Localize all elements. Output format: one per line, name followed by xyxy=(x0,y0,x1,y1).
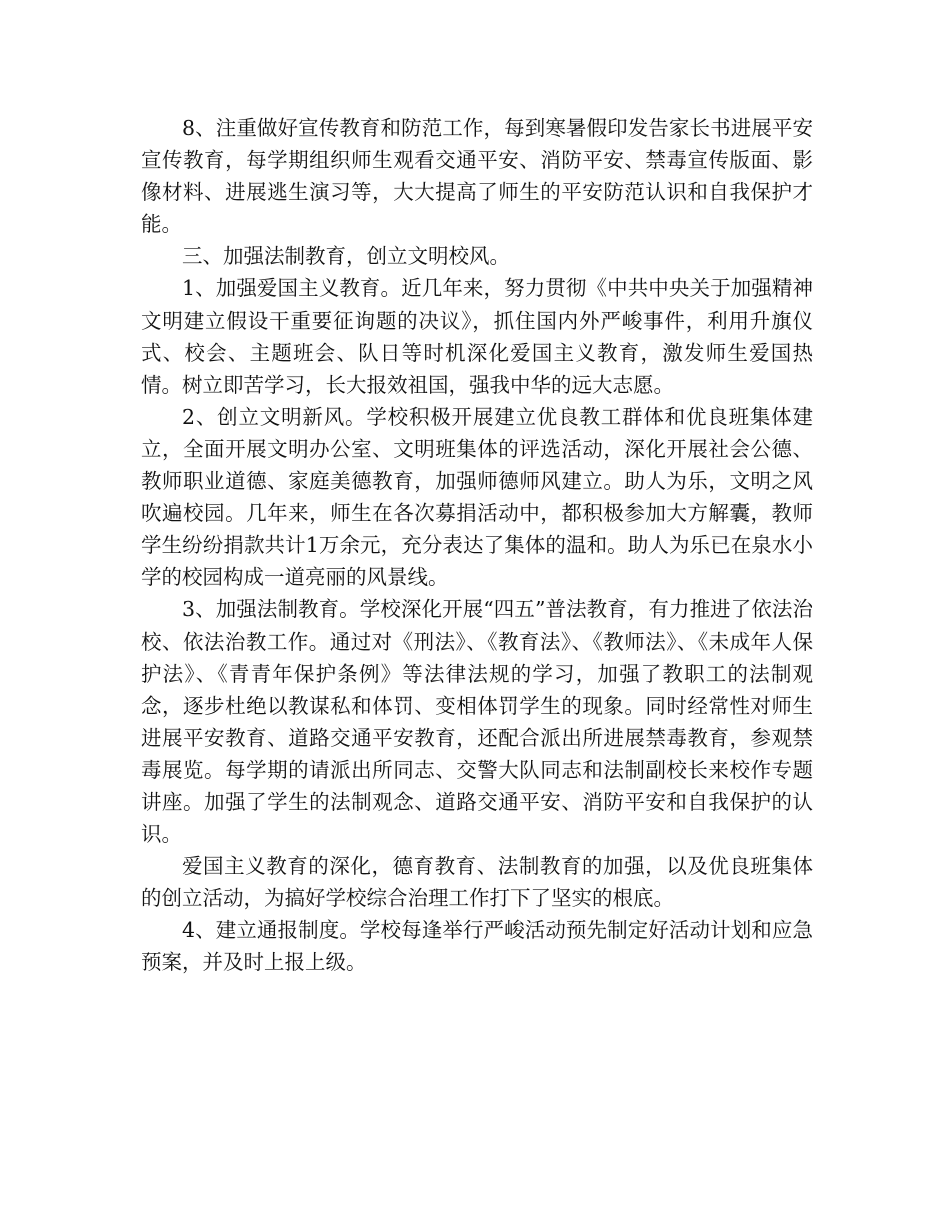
document-body xyxy=(141,112,813,979)
paragraph-item-4-reporting: 4、建立通报制度。学校每逢举行严峻活动预先制定好活动计划和应急预案，并及时上报上级。 xyxy=(141,918,813,975)
paragraph-item-1-patriotism: 1、加强爱国主义教育。近几年来，努力贯彻《中共中央关于加强精神文明建立假设干重要征询题的决议》，抓住国内外严峻事件，利用升旗仪式、校会、主题班会、队日等时机深化爱国主义教育，激发师生爱国热情。树立即苦学习，长大报效祖国，强我中华的远大志愿。 xyxy=(141,276,813,397)
paragraph-summary: 爱国主义教育的深化，德育教育、法制教育的加强，以及优良班集体的创立活动，为搞好学校综合治理工作打下了坚实的根底。 xyxy=(141,854,813,911)
paragraph-item-8-publicity: 8、注重做好宣传教育和防范工作，每到寒暑假印发告家长书进展平安宣传教育，每学期组织师生观看交通平安、消防平安、禁毒宣传版面、影像材料、进展逃生演习等，大大提高了师生的平安防范认识和自我保护才能。 xyxy=(141,116,813,237)
paragraph-item-3-legal-education: 3、加强法制教育。学校深化开展“四五”普法教育，有力推进了依法治校、依法治教工作。通过对《刑法》、《教育法》、《教师法》、《未成年人保护法》、《青青年保护条例》等法律法规的学习，加强了教职工的法制观念，逐步杜绝以教谋私和体罚、变相体罚学生的现象。同时经常性对师生进展平安教育、道路交通平安教育，还配合派出所进展禁毒教育，参观禁毒展览。每学期的请派出所同志、交警大队同志和法制副校长来校作专题讲座。加强了学生的法制观念、道路交通平安、消防平安和自我保护的认识。 xyxy=(141,597,813,847)
paragraph-item-2-civility: 2、创立文明新风。学校积极开展建立优良教工群体和优良班集体建立，全面开展文明办公室、文明班集体的评选活动，深化开展社会公德、教师职业道德、家庭美德教育，加强师德师风建立。助人为乐，文明之风吹遍校园。几年来，师生在各次募捐活动中，都积极参加大方解囊，教师学生纷纷捐款共计1万余元，充分表达了集体的温和。助人为乐已在泉水小学的校园构成一道亮丽的风景线。 xyxy=(141,404,813,590)
section-heading-legal-education: 三、加强法制教育，创立文明校风。 xyxy=(182,244,510,269)
